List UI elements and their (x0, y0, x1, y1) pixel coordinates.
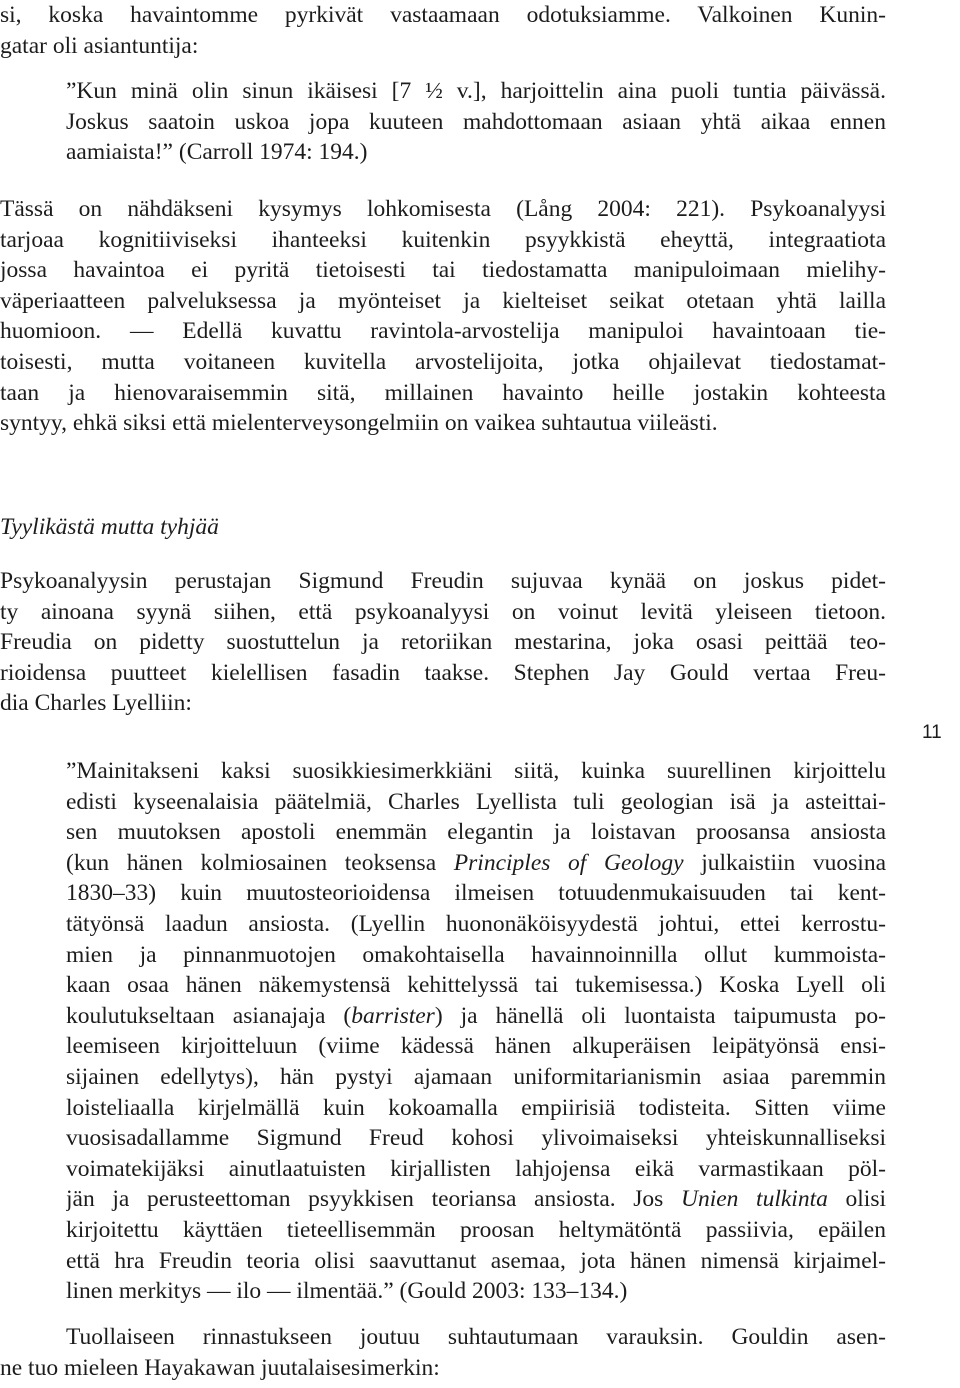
body-paragraph (0, 194, 886, 439)
quote-line: Joskus saatoin uskoa jopa kuuteen mahdottomaan asiaan yhtä aikaa ennen (66, 108, 886, 135)
text-line: huomioon. — Edellä kuvattu ravintola-arvostelija manipuloi havaintoaan tie- (0, 318, 886, 345)
text-line: jossa havaintoa ei pyritä tietoisesti tai tiedostamatta manipuloimaan mielihy- (0, 257, 886, 284)
book-title: Unien tulkinta (680, 1186, 828, 1213)
quote-line: mien ja pinnanmuotojen omakohtaisella havainnoinnilla ollut kummoista- (66, 941, 886, 968)
page-number: 11 (922, 722, 942, 743)
text-line: Tässä on nähdäkseni kysymys lohkomisesta (Lång 2004: 221). Psykoanalyysi (0, 196, 886, 222)
text-segment: ) ja hänellä oli luontaista taipumusta po- (434, 1002, 886, 1029)
gould-quote (66, 756, 886, 1307)
quote-line: 1830–33) kuin muutosteorioidensa ilmeisen totuudenmukaisuuden tai kent- (66, 880, 886, 907)
text-segment: (kun hänen kolmiosainen teoksensa (66, 849, 454, 876)
body-paragraph (0, 1322, 886, 1383)
text-line: syntyy, ehkä siksi että mielenterveysongelmiin on vaikea suhtautua viileästi. (0, 410, 718, 437)
quote-line: linen merkitys — ilo — ilmentää.” (Gould 2003: 133–134.) (66, 1278, 628, 1305)
carroll-quote (0, 76, 886, 168)
intro-paragraph (0, 0, 886, 61)
text-segment: koulutukseltaan asianajaja ( (66, 1002, 352, 1029)
quote-line: edisti kyseenalaisia päätelmiä, Charles Lyellista tuli geologian isä ja asteittai- (66, 788, 886, 815)
text-segment: olisi (827, 1186, 886, 1213)
quote-line: loisteliaalla kirjelmällä kuin kokoamalla empiirisiä todisteita. Sitten viime (66, 1094, 886, 1121)
quote-line: sen muutoksen apostoli enemmän elegantin ja loistavan proosansa ansiosta (66, 819, 886, 846)
quote-line: että hra Freudin teoria olisi saavuttanut asemaa, jota hänen nimensä kirjaimel- (66, 1247, 886, 1274)
quote-line: vuosisadallamme Sigmund Freud kohosi ylivoimaiseksi yhteiskunnalliseksi (66, 1125, 886, 1152)
text-line: gatar oli asiantuntija: (0, 32, 199, 59)
text-line: si, koska havaintomme pyrkivät vastaamaan odotuksiamme. Valkoinen Kunin- (0, 2, 886, 28)
text-line: Psykoanalyysin perustajan Sigmund Freudin sujuvaa kynää on joskus pidet- (0, 568, 886, 594)
quote-line: ”Kun minä olin sinun ikäisesi [7 ½ v.], harjoittelin aina puoli tuntia päivässä. (66, 78, 886, 104)
text-line: tarjoaa kognitiiviseksi ihanteeksi kuitenkin psyykkistä eheyttä, integraatiota (0, 226, 886, 253)
quote-line: leemiseen kirjoitteluun (viime kädessä hänen alkuperäisen leipätyönsä ensi- (66, 1033, 886, 1060)
book-title: Principles of Geology (453, 849, 684, 876)
quote-line: kirjoitettu käyttäen tieteellisemmän proosan heltymätöntä passiivia, epäilen (66, 1216, 886, 1243)
text-segment: jän ja perusteettoman psyykkisen teoriansa ansiosta. Jos (66, 1186, 681, 1213)
quote-line: tätyönsä laadun ansiosta. (Lyellin huononäköisyydestä johtui, ettei kerrostu- (66, 910, 886, 937)
text-line: Tuollaiseen rinnastukseen joutuu suhtautumaan varauksin. Gouldin asen- (66, 1324, 886, 1350)
quote-line (66, 1184, 886, 1215)
quote-line: kaan osaa hänen näkemystensä kehittelyssä tai tukemisessa.) Koska Lyell oli (66, 972, 886, 999)
italic-term: barrister (351, 1002, 435, 1029)
quote-line (66, 848, 886, 879)
text-line: ty ainoana syynä siihen, että psykoanalyysi on voinut levitä yleiseen tietoon. (0, 598, 886, 625)
quote-line (66, 1001, 886, 1032)
text-line: ne tuo mieleen Hayakawan juutalaisesimerkin: (0, 1354, 440, 1381)
section-heading: Tyylikästä mutta tyhjää (0, 514, 219, 540)
quote-line: ”Mainitakseni kaksi suosikkiesimerkkiäni siitä, kuinka suurellinen kirjoittelu (66, 758, 886, 784)
text-line: taan ja hienovaraisemmin sitä, millainen havainto heille jostakin kohteesta (0, 379, 886, 406)
text-line: väperiaatteen palveluksessa ja myönteiset ja kielteiset seikat otetaan yhtä lailla (0, 287, 886, 314)
quote-line: sijainen edellytys), hän pystyi ajamaan uniformitarianismin asiaa paremmin (66, 1063, 886, 1090)
quote-line: aamiaista!” (Carroll 1974: 194.) (66, 139, 368, 166)
quote-line: voimatekijäksi ainutlaatuisten kirjallisten lahjojensa eikä varmastikaan pöl- (66, 1155, 886, 1182)
body-paragraph (0, 566, 886, 719)
text-line: toisesti, mutta voitaneen kuvitella arvostelijoita, jotka ohjailevat tiedostamat- (0, 348, 886, 375)
text-line: Freudia on pidetty suostuttelun ja retoriikan mestarina, joka osasi peittää teo- (0, 629, 886, 656)
text-segment: julkaistiin vuosina (683, 849, 886, 876)
text-line: rioidensa puutteet kielellisen fasadin taakse. Stephen Jay Gould vertaa Freu- (0, 659, 886, 686)
text-line: dia Charles Lyelliin: (0, 690, 192, 717)
